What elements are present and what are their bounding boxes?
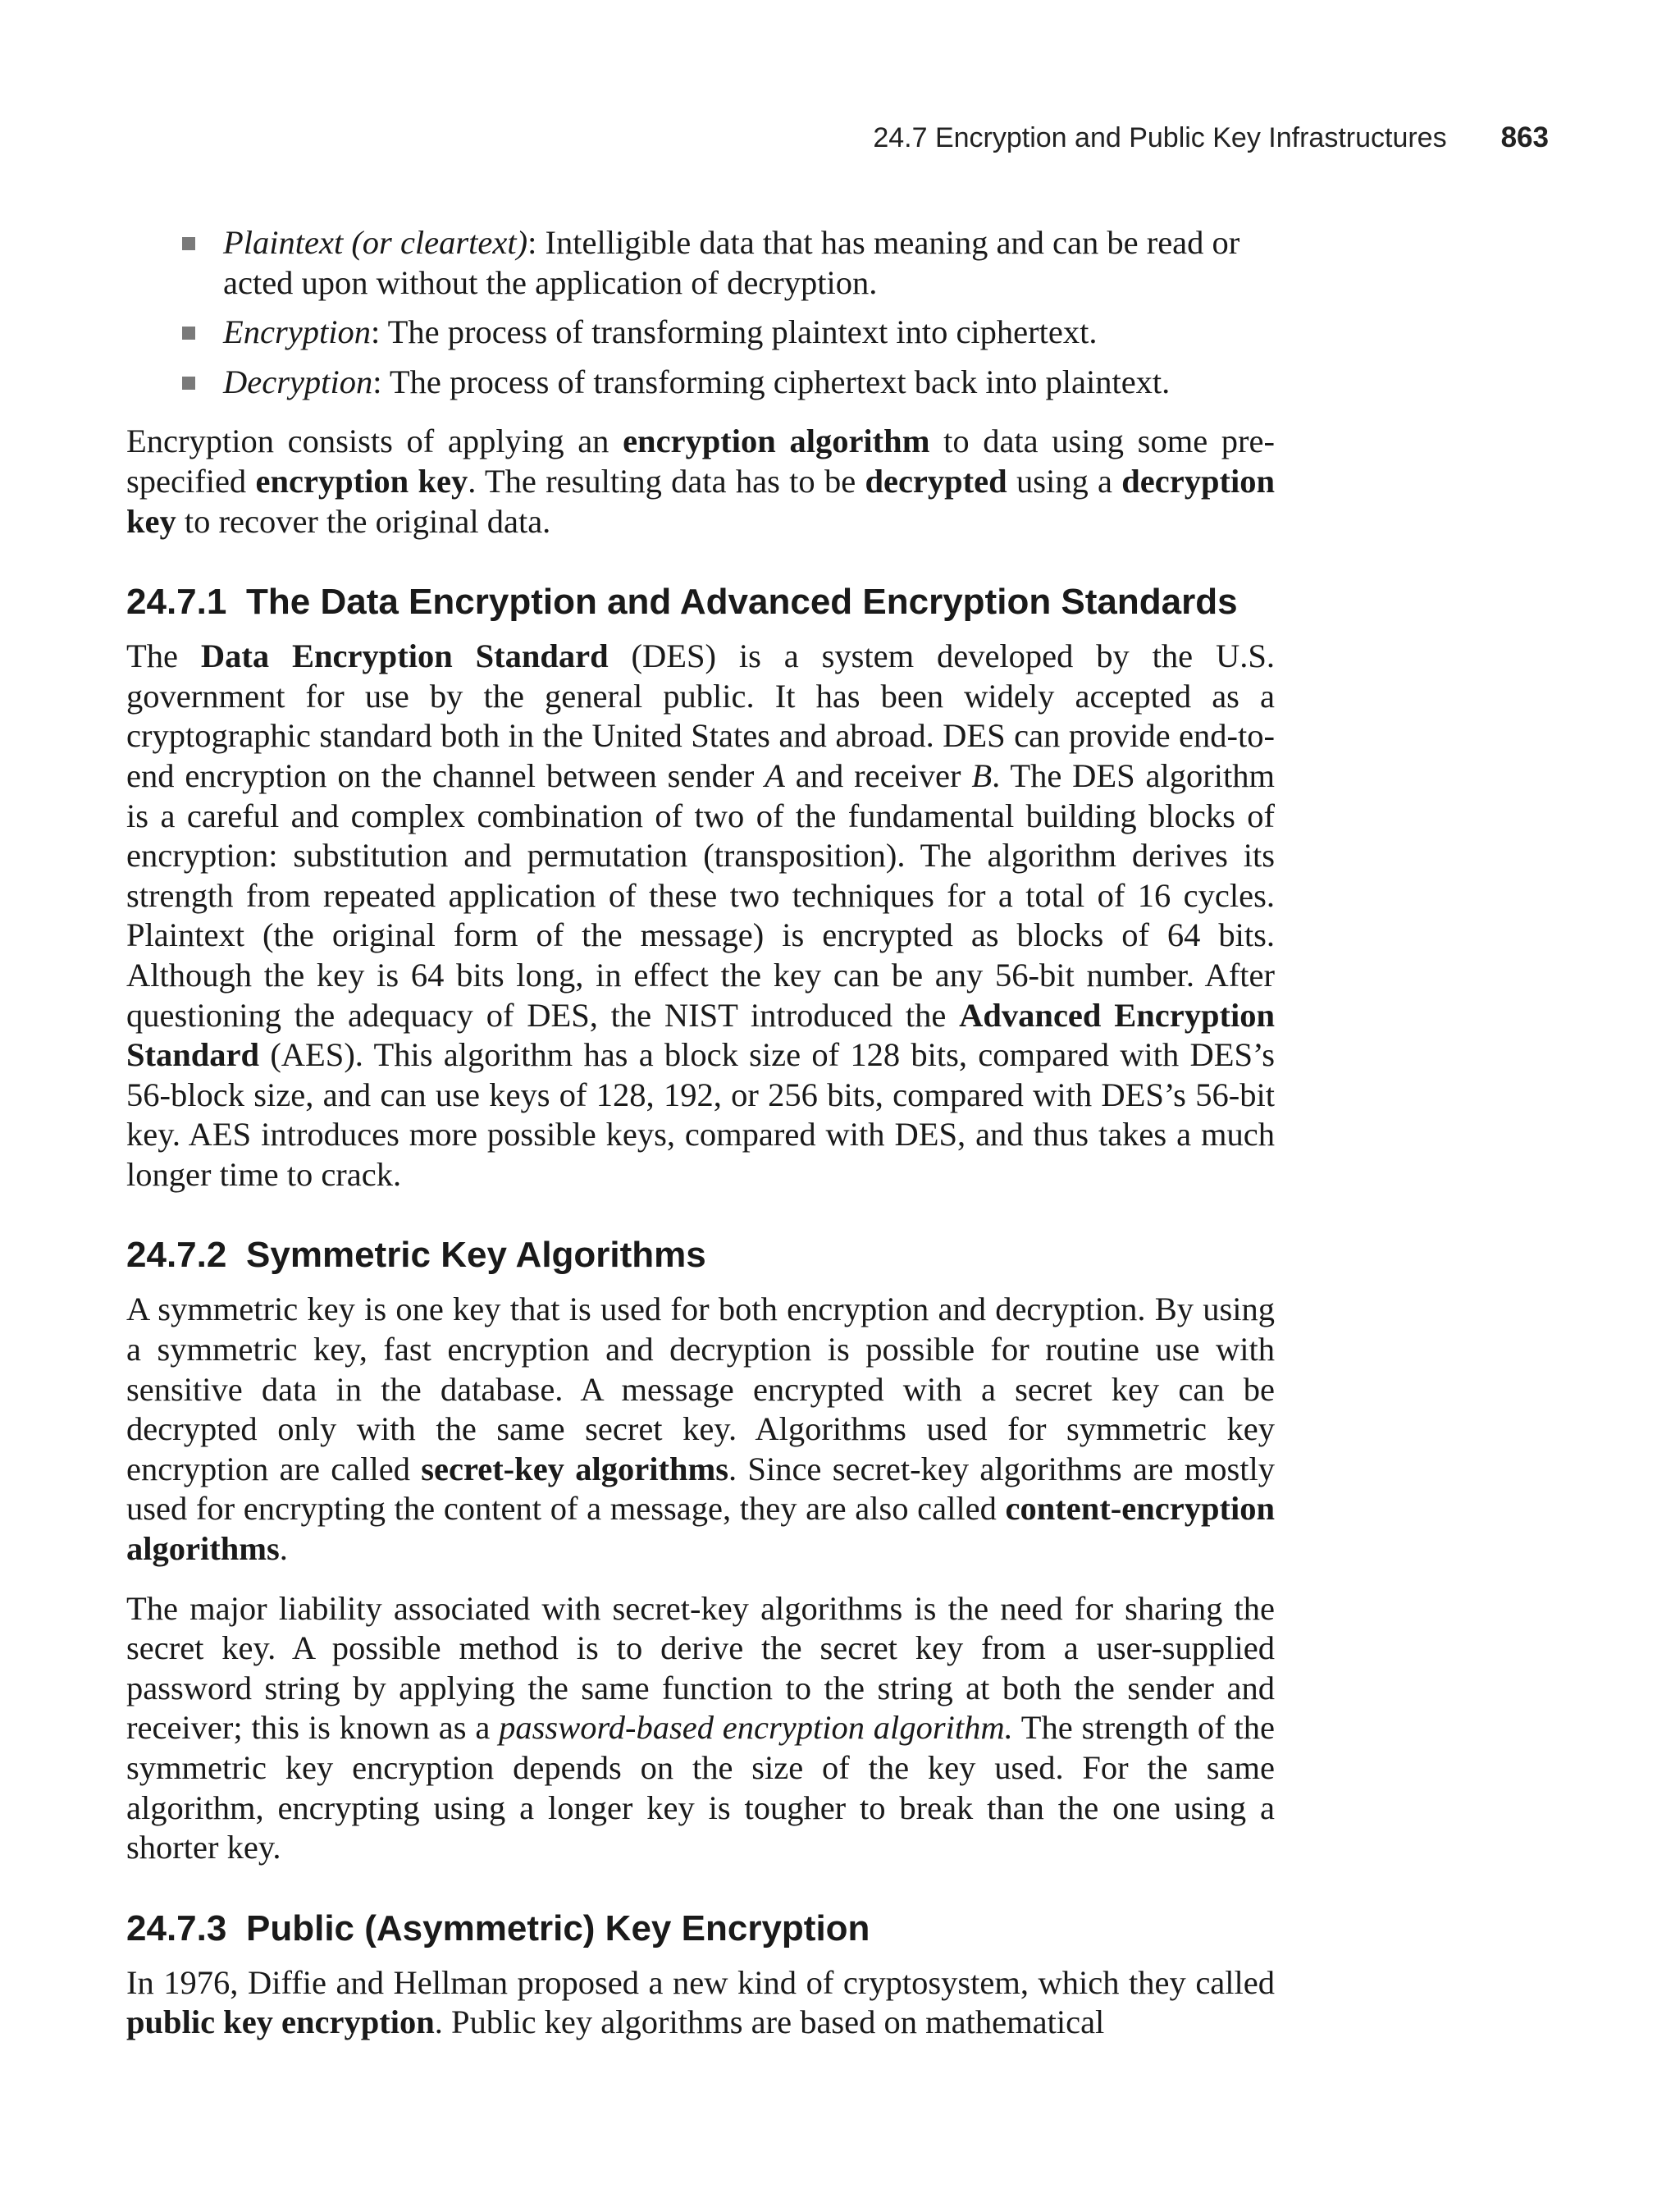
- bullet-square-icon: [182, 377, 195, 390]
- section-number: 24.7.2: [126, 1235, 227, 1276]
- bold-term: Advanced Encryption Standard: [126, 996, 1275, 1074]
- definition-text: : The process of transforming plaintext into ciphertext.: [370, 313, 1098, 351]
- section-title: The Data Encryption and Advanced Encryption Standards: [246, 582, 1238, 623]
- section-paragraph: [126, 1290, 1275, 1569]
- intro-paragraph: [126, 422, 1275, 541]
- bold-term: decryption key: [126, 462, 1275, 540]
- bullet-square-icon: [182, 237, 195, 250]
- text-run: to data using some pre-specified: [126, 423, 1275, 500]
- text-run: The major liability associated with secret-key algorithms is the need for sharing the secret key. A possible method is to derive the secret key from a user-supplied password string by applying the same function to the string at both the sender and receiver; this is known as a: [126, 1589, 1275, 1747]
- bold-term: content-encryption algorithms: [126, 1490, 1275, 1568]
- section-heading-24-7-1: [126, 579, 1275, 625]
- section-number: 24.7.3: [126, 1907, 227, 1948]
- text-run: .: [279, 1530, 288, 1568]
- list-item: [126, 363, 1275, 403]
- italic-term: A: [765, 756, 785, 794]
- text-run: and receiver: [784, 756, 972, 794]
- section-paragraph: [126, 1589, 1275, 1868]
- text-run: . The resulting data has to be: [468, 462, 865, 500]
- bold-term: secret-key algorithms: [421, 1450, 728, 1487]
- text-run: . Public key algorithms are based on mathematical: [434, 2003, 1105, 2041]
- definition-text: : Intelligible data that has meaning and can be read or acted upon without the application of decryption.: [223, 224, 1240, 301]
- bold-term: decrypted: [865, 462, 1007, 500]
- section-number: 24.7.1: [126, 582, 227, 623]
- text-run: using a: [1007, 462, 1122, 500]
- text-run: Encryption consists of applying an: [126, 423, 623, 460]
- definition-term: Plaintext (or cleartext): [223, 224, 528, 261]
- text-run: (AES). This algorithm has a block size of 128 bits, compared with DES’s 56-block size, and can use keys of 128, 192, or 256 bits, compared with DES’s 56-bit key. AES introduces more possible keys, compared with DES, and thus takes a much longer time to crack.: [126, 1036, 1275, 1193]
- section-title: Symmetric Key Algorithms: [246, 1235, 706, 1276]
- list-item: [126, 223, 1275, 303]
- definition-list: [126, 223, 1275, 402]
- text-run: In 1976, Diffie and Hellman proposed a new kind of cryptosystem, which they called: [126, 1963, 1275, 2001]
- bold-term: Data Encryption Standard: [200, 637, 609, 675]
- italic-term: B: [971, 756, 993, 794]
- italic-term: password-based encryption algorithm.: [499, 1709, 1013, 1747]
- section-paragraph: [126, 637, 1275, 1195]
- definition-term: Encryption: [223, 313, 371, 351]
- page-number: 863: [1500, 121, 1549, 153]
- running-head: [873, 121, 1549, 154]
- section-heading-24-7-2: [126, 1232, 1275, 1278]
- list-item: [126, 313, 1275, 353]
- bold-term: encryption algorithm: [623, 423, 930, 460]
- text-run: to recover the original data.: [176, 502, 551, 540]
- page-content: [126, 223, 1275, 2063]
- text-run: A symmetric key is one key that is used for both encryption and decryption. By using a symmetric key, fast encryption and decryption is possible for routine use with sensitive data in the database. A message encrypted with a secret key can be decrypted only with the same secret key. Algorithms used for symmetric key encryption are called: [126, 1291, 1275, 1487]
- bullet-square-icon: [182, 327, 195, 340]
- definition-term: Decryption: [223, 363, 373, 400]
- section-title: Public (Asymmetric) Key Encryption: [246, 1907, 870, 1948]
- text-run: The strength of the symmetric key encryption depends on the size of the key used. For the same algorithm, encrypting using a longer key is tougher to break than the one using a shorter key.: [126, 1709, 1275, 1866]
- definition-text: : The process of transforming ciphertext back into plaintext.: [372, 363, 1171, 400]
- text-run: . Since secret-key algorithms are mostly used for encrypting the content of a message, they are also called: [126, 1450, 1275, 1528]
- running-head-title: 24.7 Encryption and Public Key Infrastructures: [873, 122, 1447, 153]
- section-paragraph: [126, 1963, 1275, 2043]
- section-heading-24-7-3: [126, 1906, 1275, 1952]
- bold-term: encryption key: [255, 462, 468, 500]
- text-run: The: [126, 637, 201, 675]
- bold-term: public key encryption: [126, 2003, 435, 2041]
- text-run: (DES) is a system developed by the U.S. government for use by the general public. It has been widely accepted as a cryptographic standard both in the United States and abroad. DES can provide end-to-end encryption on the channel between sender: [126, 637, 1276, 794]
- text-run: . The DES algorithm is a careful and complex combination of two of the fundamental building blocks of encryption: substitution and permutation (transposition). The algorithm derives its strength from repeated application of these two techniques for a total of 16 cycles. Plaintext (the original form of the message) is encrypted as blocks of 64 bits. Although the key is 64 bits long, in effect the key can be any 56-bit number. After questioning the adequacy of DES, the NIST introduced the: [126, 756, 1275, 1034]
